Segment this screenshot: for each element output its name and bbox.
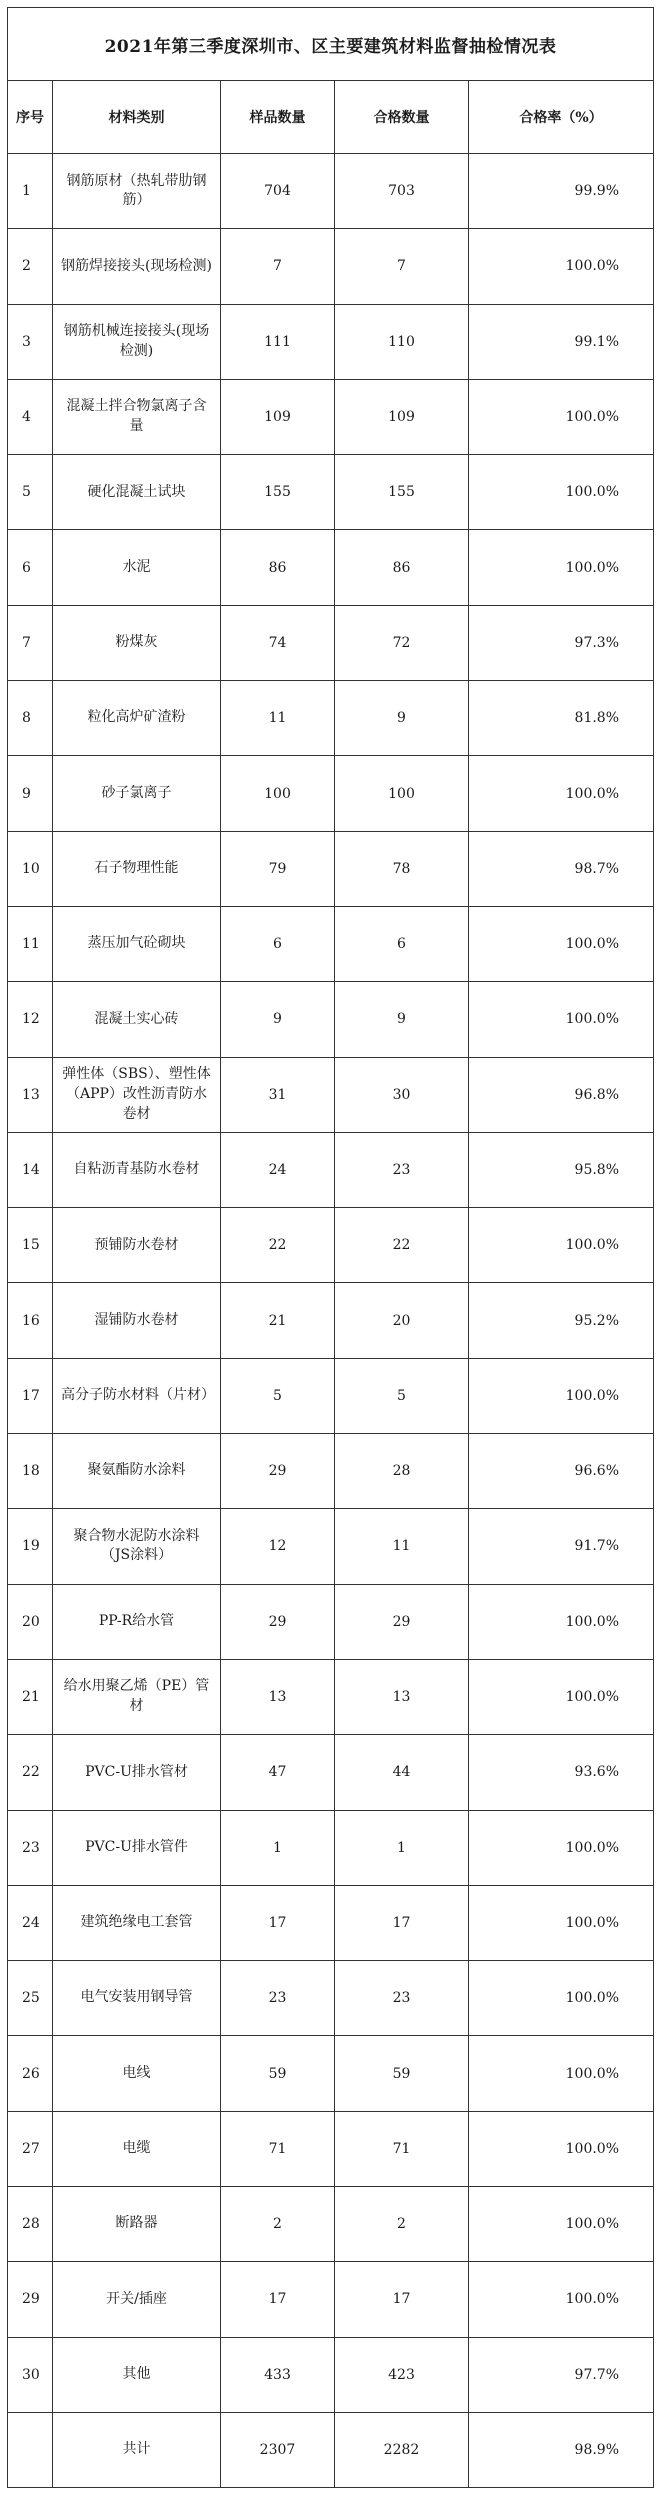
row-samples: 59	[221, 2036, 335, 2111]
table-row	[8, 1961, 654, 2036]
row-samples: 47	[221, 1735, 335, 1810]
table-row	[8, 681, 654, 756]
row-seq: 17	[8, 1358, 53, 1433]
row-passed: 59	[335, 2036, 469, 2111]
row-samples: 24	[221, 1132, 335, 1207]
row-passed: 17	[335, 2262, 469, 2337]
table-row	[8, 1885, 654, 1960]
row-passed: 71	[335, 2111, 469, 2186]
header-rate: 合格率（%）	[469, 81, 654, 154]
row-material: 湿铺防水卷材	[53, 1283, 221, 1358]
total-row	[8, 2412, 654, 2487]
row-rate: 100.0%	[469, 906, 654, 981]
row-seq: 30	[8, 2337, 53, 2412]
row-samples: 1	[221, 1810, 335, 1885]
header-seq: 序号	[8, 81, 53, 154]
row-samples: 2307	[221, 2412, 335, 2487]
row-samples: 86	[221, 530, 335, 605]
row-seq: 13	[8, 1057, 53, 1132]
row-material: 电缆	[53, 2111, 221, 2186]
row-passed: 11	[335, 1509, 469, 1584]
table-row	[8, 530, 654, 605]
row-rate: 100.0%	[469, 530, 654, 605]
row-rate: 99.1%	[469, 304, 654, 379]
table-row	[8, 1283, 654, 1358]
row-passed: 1	[335, 1810, 469, 1885]
table-row	[8, 154, 654, 229]
row-material: 蒸压加气砼砌块	[53, 906, 221, 981]
table-row	[8, 1810, 654, 1885]
row-material: 弹性体（SBS）、塑性体（APP）改性沥青防水卷材	[53, 1057, 221, 1132]
row-passed: 78	[335, 831, 469, 906]
row-samples: 17	[221, 2262, 335, 2337]
row-passed: 2	[335, 2187, 469, 2262]
row-samples: 71	[221, 2111, 335, 2186]
row-passed: 2282	[335, 2412, 469, 2487]
table-row	[8, 1132, 654, 1207]
table-row	[8, 304, 654, 379]
row-samples: 29	[221, 1584, 335, 1659]
row-seq: 3	[8, 304, 53, 379]
table-row	[8, 1584, 654, 1659]
row-material: 砂子氯离子	[53, 756, 221, 831]
table-row	[8, 2337, 654, 2412]
row-passed: 423	[335, 2337, 469, 2412]
row-seq: 25	[8, 1961, 53, 2036]
row-rate: 93.6%	[469, 1735, 654, 1810]
row-samples: 22	[221, 1208, 335, 1283]
table-row	[8, 906, 654, 981]
row-material: PP-R给水管	[53, 1584, 221, 1659]
table-title: 2021年第三季度深圳市、区主要建筑材料监督抽检情况表	[8, 8, 654, 81]
row-seq: 7	[8, 605, 53, 680]
row-passed: 23	[335, 1132, 469, 1207]
row-passed: 86	[335, 530, 469, 605]
table-row	[8, 1208, 654, 1283]
row-material: 聚氨酯防水涂料	[53, 1434, 221, 1509]
row-samples: 31	[221, 1057, 335, 1132]
row-rate: 81.8%	[469, 681, 654, 756]
row-seq: 1	[8, 154, 53, 229]
row-material: 电气安装用钢导管	[53, 1961, 221, 2036]
row-material: 钢筋焊接接头(现场检测)	[53, 229, 221, 304]
row-rate: 100.0%	[469, 1358, 654, 1433]
row-seq: 5	[8, 455, 53, 530]
row-rate: 95.8%	[469, 1132, 654, 1207]
row-passed: 703	[335, 154, 469, 229]
row-rate: 100.0%	[469, 2262, 654, 2337]
table-row	[8, 2262, 654, 2337]
row-samples: 5	[221, 1358, 335, 1433]
row-samples: 109	[221, 379, 335, 454]
row-seq: 26	[8, 2036, 53, 2111]
row-rate: 100.0%	[469, 229, 654, 304]
row-samples: 433	[221, 2337, 335, 2412]
row-material: 高分子防水材料（片材）	[53, 1358, 221, 1433]
table-row	[8, 1358, 654, 1433]
row-material: 建筑绝缘电工套管	[53, 1885, 221, 1960]
table-row	[8, 455, 654, 530]
row-seq: 2	[8, 229, 53, 304]
row-material: 水泥	[53, 530, 221, 605]
row-material: 钢筋原材（热轧带肋钢筋）	[53, 154, 221, 229]
row-rate: 100.0%	[469, 1659, 654, 1734]
row-seq: 16	[8, 1283, 53, 1358]
row-samples: 29	[221, 1434, 335, 1509]
row-material: 其他	[53, 2337, 221, 2412]
row-rate: 100.0%	[469, 1810, 654, 1885]
row-passed: 155	[335, 455, 469, 530]
row-passed: 13	[335, 1659, 469, 1734]
table-row	[8, 2036, 654, 2111]
row-seq: 11	[8, 906, 53, 981]
row-passed: 28	[335, 1434, 469, 1509]
table-row	[8, 982, 654, 1057]
row-samples: 21	[221, 1283, 335, 1358]
row-material: PVC-U排水管材	[53, 1735, 221, 1810]
row-material: 断路器	[53, 2187, 221, 2262]
row-rate: 97.3%	[469, 605, 654, 680]
table-row	[8, 2187, 654, 2262]
row-passed: 110	[335, 304, 469, 379]
row-passed: 17	[335, 1885, 469, 1960]
row-rate: 91.7%	[469, 1509, 654, 1584]
row-samples: 6	[221, 906, 335, 981]
row-rate: 100.0%	[469, 2187, 654, 2262]
row-material: 给水用聚乙烯（PE）管材	[53, 1659, 221, 1734]
row-material: 聚合物水泥防水涂料（JS涂料）	[53, 1509, 221, 1584]
row-rate: 100.0%	[469, 2036, 654, 2111]
row-passed: 20	[335, 1283, 469, 1358]
row-material: 电线	[53, 2036, 221, 2111]
row-material: 预铺防水卷材	[53, 1208, 221, 1283]
table-row	[8, 831, 654, 906]
row-rate: 100.0%	[469, 982, 654, 1057]
row-samples: 155	[221, 455, 335, 530]
row-samples: 13	[221, 1659, 335, 1734]
header-row	[8, 81, 654, 154]
row-samples: 11	[221, 681, 335, 756]
row-rate: 95.2%	[469, 1283, 654, 1358]
row-seq: 22	[8, 1735, 53, 1810]
row-passed: 7	[335, 229, 469, 304]
row-material: 自粘沥青基防水卷材	[53, 1132, 221, 1207]
row-seq: 18	[8, 1434, 53, 1509]
row-rate: 100.0%	[469, 2111, 654, 2186]
row-material: 石子物理性能	[53, 831, 221, 906]
row-rate: 100.0%	[469, 379, 654, 454]
row-material: 混凝土实心砖	[53, 982, 221, 1057]
table-row	[8, 229, 654, 304]
row-seq: 28	[8, 2187, 53, 2262]
row-material: 粉煤灰	[53, 605, 221, 680]
row-rate: 100.0%	[469, 756, 654, 831]
row-seq: 29	[8, 2262, 53, 2337]
row-seq: 15	[8, 1208, 53, 1283]
row-seq: 4	[8, 379, 53, 454]
row-rate: 96.8%	[469, 1057, 654, 1132]
row-passed: 23	[335, 1961, 469, 2036]
row-seq: 21	[8, 1659, 53, 1734]
row-seq: 19	[8, 1509, 53, 1584]
table-row	[8, 756, 654, 831]
row-samples: 74	[221, 605, 335, 680]
row-rate: 98.9%	[469, 2412, 654, 2487]
row-samples: 704	[221, 154, 335, 229]
row-rate: 100.0%	[469, 1584, 654, 1659]
row-material: 钢筋机械连接接头(现场检测)	[53, 304, 221, 379]
header-passed: 合格数量	[335, 81, 469, 154]
table-row	[8, 379, 654, 454]
row-samples: 111	[221, 304, 335, 379]
row-samples: 9	[221, 982, 335, 1057]
row-passed: 44	[335, 1735, 469, 1810]
table-row	[8, 605, 654, 680]
row-passed: 9	[335, 982, 469, 1057]
row-seq	[8, 2412, 53, 2487]
row-material: 粒化高炉矿渣粉	[53, 681, 221, 756]
row-seq: 10	[8, 831, 53, 906]
row-passed: 30	[335, 1057, 469, 1132]
row-passed: 5	[335, 1358, 469, 1433]
row-seq: 12	[8, 982, 53, 1057]
row-samples: 12	[221, 1509, 335, 1584]
row-material: 硬化混凝土试块	[53, 455, 221, 530]
row-samples: 7	[221, 229, 335, 304]
row-samples: 2	[221, 2187, 335, 2262]
row-rate: 97.7%	[469, 2337, 654, 2412]
row-samples: 17	[221, 1885, 335, 1960]
table-row	[8, 1659, 654, 1734]
row-seq: 24	[8, 1885, 53, 1960]
row-passed: 22	[335, 1208, 469, 1283]
row-rate: 96.6%	[469, 1434, 654, 1509]
table-row	[8, 2111, 654, 2186]
row-passed: 72	[335, 605, 469, 680]
inspection-table	[7, 7, 654, 2488]
table-row	[8, 1057, 654, 1132]
row-seq: 27	[8, 2111, 53, 2186]
row-material: PVC-U排水管件	[53, 1810, 221, 1885]
row-samples: 100	[221, 756, 335, 831]
row-passed: 109	[335, 379, 469, 454]
row-rate: 100.0%	[469, 1208, 654, 1283]
header-material: 材料类别	[53, 81, 221, 154]
row-rate: 100.0%	[469, 455, 654, 530]
table-row	[8, 1509, 654, 1584]
row-seq: 8	[8, 681, 53, 756]
row-passed: 100	[335, 756, 469, 831]
row-rate: 99.9%	[469, 154, 654, 229]
row-passed: 9	[335, 681, 469, 756]
row-seq: 23	[8, 1810, 53, 1885]
row-samples: 23	[221, 1961, 335, 2036]
table-row	[8, 1735, 654, 1810]
row-material: 开关/插座	[53, 2262, 221, 2337]
row-samples: 79	[221, 831, 335, 906]
row-seq: 14	[8, 1132, 53, 1207]
row-rate: 98.7%	[469, 831, 654, 906]
row-seq: 20	[8, 1584, 53, 1659]
row-seq: 9	[8, 756, 53, 831]
header-samples: 样品数量	[221, 81, 335, 154]
row-material: 混凝土拌合物氯离子含量	[53, 379, 221, 454]
table-row	[8, 1434, 654, 1509]
row-rate: 100.0%	[469, 1885, 654, 1960]
table-body	[8, 154, 654, 2488]
row-rate: 100.0%	[469, 1961, 654, 2036]
row-passed: 29	[335, 1584, 469, 1659]
row-seq: 6	[8, 530, 53, 605]
inspection-table-sheet	[7, 7, 653, 2488]
row-material: 共计	[53, 2412, 221, 2487]
row-passed: 6	[335, 906, 469, 981]
